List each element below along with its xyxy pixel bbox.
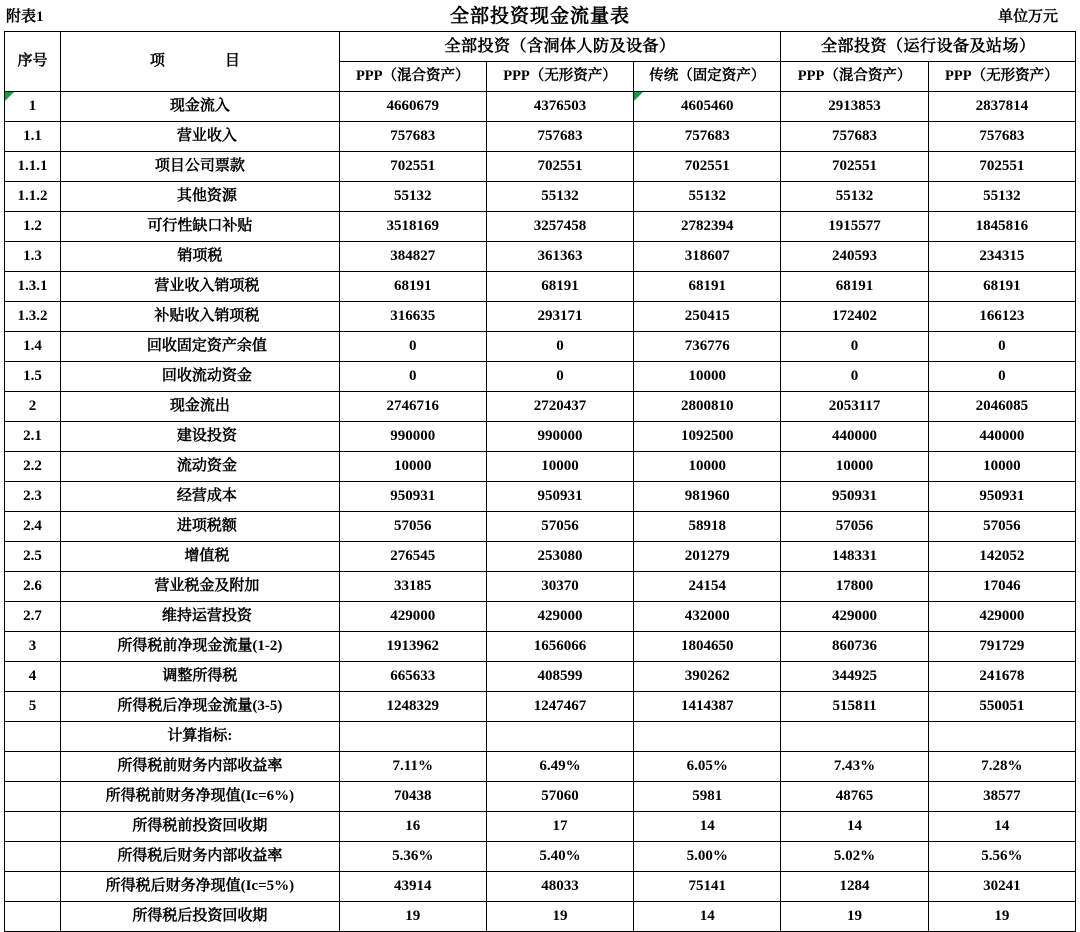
row-value: 702551	[634, 152, 781, 182]
row-number: 2.2	[5, 452, 61, 482]
row-value: 429000	[781, 602, 928, 632]
row-item-label: 所得税后投资回收期	[61, 902, 340, 932]
row-value: 950931	[339, 482, 486, 512]
row-value: 234315	[928, 242, 1075, 272]
row-item-label: 回收流动资金	[61, 362, 340, 392]
row-value: 1414387	[634, 692, 781, 722]
sub-header-5: PPP（无形资产）	[928, 62, 1075, 92]
row-number: 2.7	[5, 602, 61, 632]
row-value: 429000	[486, 602, 633, 632]
row-value: 38577	[928, 782, 1075, 812]
table-row	[5, 662, 1076, 692]
row-value: 19	[339, 902, 486, 932]
table-row	[5, 452, 1076, 482]
row-number	[5, 782, 61, 812]
row-value: 10000	[634, 452, 781, 482]
row-value: 665633	[339, 662, 486, 692]
row-value: 172402	[781, 302, 928, 332]
row-value: 1656066	[486, 632, 633, 662]
row-value: 440000	[781, 422, 928, 452]
row-value: 14	[928, 812, 1075, 842]
header-row-1	[5, 32, 1076, 62]
row-value: 757683	[634, 122, 781, 152]
row-value: 14	[781, 812, 928, 842]
row-value: 757683	[486, 122, 633, 152]
table-row	[5, 212, 1076, 242]
row-value: 2913853	[781, 92, 928, 122]
row-value: 990000	[486, 422, 633, 452]
row-value: 241678	[928, 662, 1075, 692]
table-row	[5, 692, 1076, 722]
row-value: 950931	[781, 482, 928, 512]
row-value: 57056	[339, 512, 486, 542]
row-number: 1.3	[5, 242, 61, 272]
row-number: 1.1	[5, 122, 61, 152]
row-item-label: 营业收入销项税	[61, 272, 340, 302]
row-value: 791729	[928, 632, 1075, 662]
row-value: 166123	[928, 302, 1075, 332]
row-item-label: 所得税后财务净现值(Ic=5%)	[61, 872, 340, 902]
row-number: 2	[5, 392, 61, 422]
row-value: 68191	[634, 272, 781, 302]
row-value: 0	[486, 332, 633, 362]
row-value: 757683	[928, 122, 1075, 152]
row-value: 1248329	[339, 692, 486, 722]
table-row	[5, 182, 1076, 212]
row-value: 2746716	[339, 392, 486, 422]
row-value: 17	[486, 812, 633, 842]
row-number: 1.1.2	[5, 182, 61, 212]
row-value: 702551	[486, 152, 633, 182]
row-value: 702551	[339, 152, 486, 182]
row-value	[339, 722, 486, 752]
row-value: 17800	[781, 572, 928, 602]
row-value: 3518169	[339, 212, 486, 242]
row-value: 0	[781, 332, 928, 362]
row-value: 70438	[339, 782, 486, 812]
row-value: 276545	[339, 542, 486, 572]
row-value: 10000	[781, 452, 928, 482]
row-item-label: 销项税	[61, 242, 340, 272]
row-value: 3257458	[486, 212, 633, 242]
row-number	[5, 842, 61, 872]
row-value: 1913962	[339, 632, 486, 662]
row-value: 57056	[486, 512, 633, 542]
row-value: 68191	[339, 272, 486, 302]
row-value: 75141	[634, 872, 781, 902]
row-value: 19	[928, 902, 1075, 932]
row-value: 30370	[486, 572, 633, 602]
row-value: 4605460	[634, 92, 781, 122]
row-value: 58918	[634, 512, 781, 542]
row-value: 30241	[928, 872, 1075, 902]
row-number: 1	[5, 92, 61, 122]
row-value: 515811	[781, 692, 928, 722]
row-value: 5981	[634, 782, 781, 812]
row-value: 33185	[339, 572, 486, 602]
table-row	[5, 92, 1076, 122]
row-value: 344925	[781, 662, 928, 692]
table-row	[5, 812, 1076, 842]
row-number: 1.1.1	[5, 152, 61, 182]
row-item-label: 补贴收入销项税	[61, 302, 340, 332]
row-value: 5.40%	[486, 842, 633, 872]
row-value: 55132	[928, 182, 1075, 212]
row-value: 55132	[339, 182, 486, 212]
row-item-label: 营业收入	[61, 122, 340, 152]
row-item-label: 计算指标:	[61, 722, 340, 752]
sub-header-2: PPP（无形资产）	[486, 62, 633, 92]
row-value: 318607	[634, 242, 781, 272]
row-value: 990000	[339, 422, 486, 452]
row-item-label: 流动资金	[61, 452, 340, 482]
row-number: 2.4	[5, 512, 61, 542]
row-value: 5.00%	[634, 842, 781, 872]
row-value	[928, 722, 1075, 752]
row-value: 1915577	[781, 212, 928, 242]
table-row	[5, 902, 1076, 932]
row-value: 384827	[339, 242, 486, 272]
table-row	[5, 602, 1076, 632]
row-value: 0	[928, 362, 1075, 392]
row-number: 1.5	[5, 362, 61, 392]
row-value: 17046	[928, 572, 1075, 602]
row-number: 3	[5, 632, 61, 662]
table-row	[5, 842, 1076, 872]
column-header-item: 项 目	[61, 32, 340, 92]
row-value: 68191	[928, 272, 1075, 302]
row-number: 4	[5, 662, 61, 692]
row-value: 7.11%	[339, 752, 486, 782]
row-number	[5, 812, 61, 842]
row-value: 2720437	[486, 392, 633, 422]
row-value: 361363	[486, 242, 633, 272]
row-value: 2837814	[928, 92, 1075, 122]
row-value: 1284	[781, 872, 928, 902]
sub-header-4: PPP（混合资产）	[781, 62, 928, 92]
row-value: 14	[634, 812, 781, 842]
row-value: 757683	[339, 122, 486, 152]
table-row	[5, 722, 1076, 752]
row-item-label: 所得税前投资回收期	[61, 812, 340, 842]
row-item-label: 现金流入	[61, 92, 340, 122]
row-value: 142052	[928, 542, 1075, 572]
row-value: 55132	[486, 182, 633, 212]
row-number: 1.3.1	[5, 272, 61, 302]
table-row	[5, 542, 1076, 572]
row-value: 55132	[634, 182, 781, 212]
row-value: 7.43%	[781, 752, 928, 782]
row-value: 702551	[781, 152, 928, 182]
table-row	[5, 782, 1076, 812]
table-row	[5, 872, 1076, 902]
row-value: 0	[781, 362, 928, 392]
row-value: 2800810	[634, 392, 781, 422]
row-value: 48765	[781, 782, 928, 812]
row-value: 10000	[339, 452, 486, 482]
row-value: 250415	[634, 302, 781, 332]
row-item-label: 调整所得税	[61, 662, 340, 692]
table-row	[5, 332, 1076, 362]
row-value: 48033	[486, 872, 633, 902]
row-value: 1804650	[634, 632, 781, 662]
row-value: 429000	[339, 602, 486, 632]
row-value: 550051	[928, 692, 1075, 722]
table-row	[5, 572, 1076, 602]
table-row	[5, 242, 1076, 272]
table-row	[5, 632, 1076, 662]
row-value: 57056	[781, 512, 928, 542]
row-number	[5, 872, 61, 902]
row-value: 0	[928, 332, 1075, 362]
row-item-label: 营业税金及附加	[61, 572, 340, 602]
row-value: 10000	[928, 452, 1075, 482]
row-item-label: 所得税前财务净现值(Ic=6%)	[61, 782, 340, 812]
table-row	[5, 362, 1076, 392]
row-value: 408599	[486, 662, 633, 692]
row-item-label: 经营成本	[61, 482, 340, 512]
row-value: 24154	[634, 572, 781, 602]
row-item-label: 其他资源	[61, 182, 340, 212]
row-value: 293171	[486, 302, 633, 332]
row-item-label: 回收固定资产余值	[61, 332, 340, 362]
row-item-label: 所得税后财务内部收益率	[61, 842, 340, 872]
cash-flow-table	[4, 31, 1076, 932]
row-value: 55132	[781, 182, 928, 212]
table-row	[5, 512, 1076, 542]
row-value: 6.49%	[486, 752, 633, 782]
row-number: 1.4	[5, 332, 61, 362]
row-value: 0	[339, 362, 486, 392]
row-number: 5	[5, 692, 61, 722]
row-value: 10000	[486, 452, 633, 482]
table-row	[5, 482, 1076, 512]
row-value: 5.56%	[928, 842, 1075, 872]
row-value: 736776	[634, 332, 781, 362]
row-item-label: 进项税额	[61, 512, 340, 542]
row-value: 19	[781, 902, 928, 932]
row-value: 201279	[634, 542, 781, 572]
table-body	[5, 92, 1076, 932]
row-value: 68191	[486, 272, 633, 302]
row-value: 19	[486, 902, 633, 932]
sub-header-3: 传统（固定资产）	[634, 62, 781, 92]
row-value: 57060	[486, 782, 633, 812]
row-number: 1.3.2	[5, 302, 61, 332]
row-value	[781, 722, 928, 752]
row-value: 43914	[339, 872, 486, 902]
row-value: 0	[486, 362, 633, 392]
row-value: 6.05%	[634, 752, 781, 782]
row-value: 10000	[634, 362, 781, 392]
row-number	[5, 902, 61, 932]
row-value: 950931	[486, 482, 633, 512]
row-number	[5, 752, 61, 782]
row-value: 4376503	[486, 92, 633, 122]
row-value: 16	[339, 812, 486, 842]
group-header-1: 全部投资（含洞体人防及设备）	[339, 32, 781, 62]
row-value: 5.36%	[339, 842, 486, 872]
table-head	[5, 32, 1076, 92]
row-value: 14	[634, 902, 781, 932]
row-value: 860736	[781, 632, 928, 662]
table-row	[5, 422, 1076, 452]
row-item-label: 项目公司票款	[61, 152, 340, 182]
row-value: 1845816	[928, 212, 1075, 242]
row-item-label: 可行性缺口补贴	[61, 212, 340, 242]
row-value: 429000	[928, 602, 1075, 632]
row-number	[5, 722, 61, 752]
row-number: 2.5	[5, 542, 61, 572]
row-value: 1092500	[634, 422, 781, 452]
attachment-label: 附表1	[6, 9, 44, 25]
row-value	[486, 722, 633, 752]
group-header-2: 全部投资（运行设备及站场）	[781, 32, 1076, 62]
row-value: 4660679	[339, 92, 486, 122]
row-value: 2046085	[928, 392, 1075, 422]
row-item-label: 建设投资	[61, 422, 340, 452]
row-value: 240593	[781, 242, 928, 272]
row-item-label: 所得税前净现金流量(1-2)	[61, 632, 340, 662]
table-row	[5, 392, 1076, 422]
row-number: 2.1	[5, 422, 61, 452]
row-value: 2782394	[634, 212, 781, 242]
row-value: 702551	[928, 152, 1075, 182]
row-value: 57056	[928, 512, 1075, 542]
row-value: 148331	[781, 542, 928, 572]
row-number: 1.2	[5, 212, 61, 242]
row-value: 5.02%	[781, 842, 928, 872]
row-value: 1247467	[486, 692, 633, 722]
row-value: 7.28%	[928, 752, 1075, 782]
row-item-label: 所得税前财务内部收益率	[61, 752, 340, 782]
row-value: 950931	[928, 482, 1075, 512]
row-item-label: 增值税	[61, 542, 340, 572]
table-row	[5, 272, 1076, 302]
row-item-label: 维持运营投资	[61, 602, 340, 632]
row-value: 253080	[486, 542, 633, 572]
row-value: 440000	[928, 422, 1075, 452]
table-row	[5, 752, 1076, 782]
row-value: 981960	[634, 482, 781, 512]
row-value: 432000	[634, 602, 781, 632]
row-number: 2.3	[5, 482, 61, 512]
row-value: 0	[339, 332, 486, 362]
row-value: 2053117	[781, 392, 928, 422]
table-row	[5, 152, 1076, 182]
row-value: 757683	[781, 122, 928, 152]
table-row	[5, 302, 1076, 332]
row-item-label: 所得税后净现金流量(3-5)	[61, 692, 340, 722]
row-value	[634, 722, 781, 752]
document-header	[4, 4, 1076, 30]
page-title: 全部投资现金流量表	[449, 6, 630, 27]
row-value: 316635	[339, 302, 486, 332]
row-number: 2.6	[5, 572, 61, 602]
table-row	[5, 122, 1076, 152]
row-value: 390262	[634, 662, 781, 692]
row-item-label: 现金流出	[61, 392, 340, 422]
sub-header-1: PPP（混合资产）	[339, 62, 486, 92]
unit-label: 单位万元	[997, 9, 1058, 25]
row-value: 68191	[781, 272, 928, 302]
column-header-no: 序号	[5, 32, 61, 92]
